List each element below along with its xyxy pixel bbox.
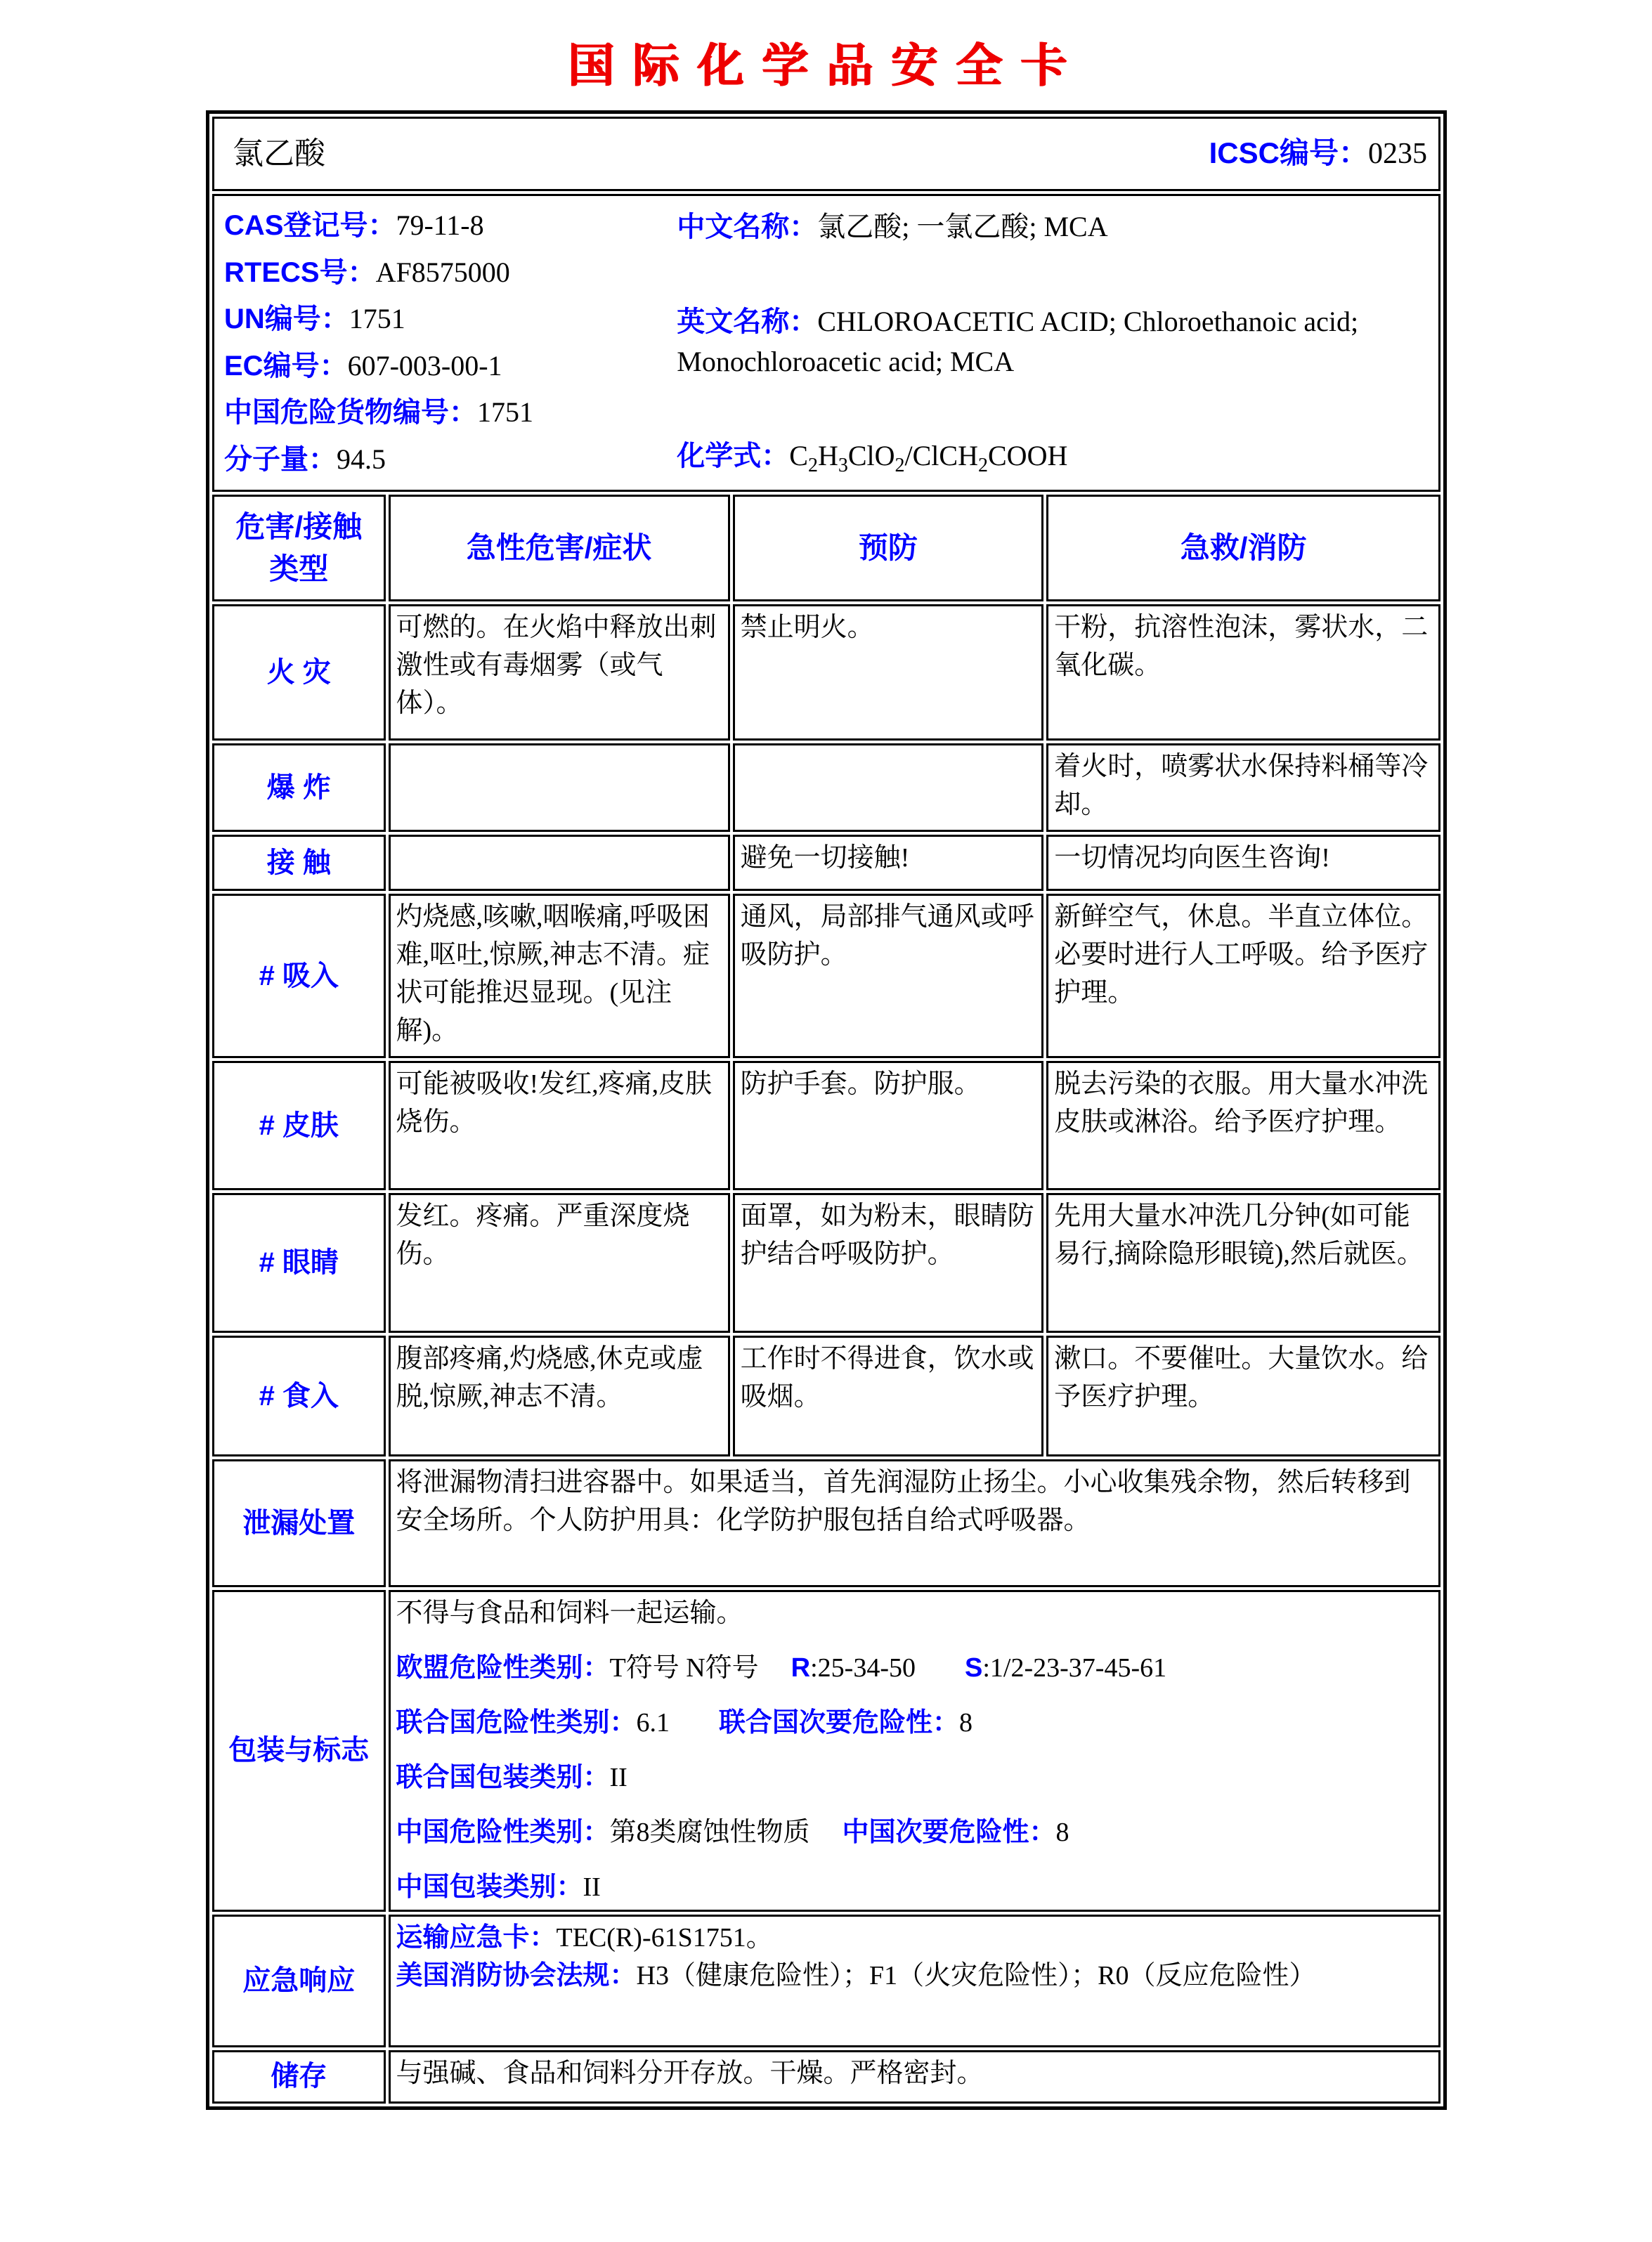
rtecs-number-line: RTECS号：AF8575000	[224, 256, 510, 288]
page-title: 国际化学品安全卡	[567, 39, 1085, 91]
identification-cell	[212, 194, 1440, 492]
header-acute-hazards: 急性危害/症状	[389, 495, 730, 601]
packaging-eu-class-line: 欧盟危险性类别：T符号 N符号 R:25-34-50 S:1/2-23-37-45-61	[396, 1653, 1167, 1683]
icsc-number-group	[1209, 132, 1427, 176]
section-row-packaging	[212, 1590, 1440, 1912]
fire-response: 干粉，抗溶性泡沫，雾状水，二氧化碳。	[1046, 604, 1440, 741]
row-label-contact: 接 触	[212, 835, 386, 891]
storage-text: 与强碱、食品和饲料分开存放。干燥。严格密封。	[389, 2050, 1441, 2104]
explosion-symptoms	[389, 743, 730, 832]
emergency-content	[389, 1915, 1441, 2047]
row-label-spillage: 泄漏处置	[212, 1459, 386, 1587]
packaging-transport-note: 不得与食品和饲料一起运输。	[396, 1598, 743, 1628]
emergency-tec-line: 运输应急卡：TEC(R)-61S1751。	[396, 1922, 773, 1953]
contact-prevention: 避免一切接触!	[733, 835, 1044, 891]
molecular-weight-line: 分子量：94.5	[224, 443, 386, 476]
icsc-number-label: ICSC编号：	[1209, 136, 1368, 170]
chinese-name-line: 中文名称：氯乙酸; 一氯乙酸; MCA	[677, 211, 1108, 242]
packaging-cn-class-line: 中国危险性类别：第8类腐蚀性物质 中国次要危险性：8	[396, 1817, 1069, 1847]
section-row-storage	[212, 2050, 1440, 2104]
row-label-skin: # 皮肤	[212, 1061, 386, 1190]
header-fire-aid: 急救/消防	[1046, 495, 1440, 601]
skin-symptoms: 可能被吸收!发红,疼痛,皮肤烧伤。	[389, 1061, 730, 1190]
ingestion-prevention: 工作时不得进食，饮水或吸烟。	[733, 1336, 1044, 1456]
hazard-row-skin	[212, 1061, 1440, 1190]
inhalation-prevention: 通风，局部排气通风或呼吸防护。	[733, 894, 1044, 1058]
chemical-formula-line: 化学式：$C_2H_3ClO_2/ClCH_2COOH$	[677, 440, 1068, 477]
identification-row	[212, 194, 1440, 492]
header-prevention: 预防	[733, 495, 1044, 601]
explosion-response: 着火时，喷雾状水保持料桶等冷却。	[1046, 743, 1440, 832]
icsc-number-value: 0235	[1368, 138, 1427, 171]
english-name-line: 英文名称：CHLOROACETIC ACID; Chloroethanoic acid; Monochloroacetic acid; MCA	[677, 305, 1359, 377]
china-dg-number-line: 中国危险货物编号：1751	[224, 396, 533, 429]
chemical-formula: $C_2H_3ClO_2/ClCH_2COOH$	[789, 440, 1068, 477]
header-hazard-type: 危害/接触 类型	[212, 495, 386, 601]
emergency-nfpa-line: 美国消防协会法规：H3（健康危险性）；F1（火灾危险性）；R0（反应危险性）	[396, 1960, 1316, 1990]
contact-response: 一切情况均向医生咨询!	[1046, 835, 1440, 891]
hazard-row-ingestion	[212, 1336, 1440, 1456]
fire-symptoms: 可燃的。在火焰中释放出刺激性或有毒烟雾（或气体）。	[389, 604, 730, 741]
hazard-row-explosion	[212, 743, 1440, 832]
packaging-cn-pack-line: 中国包装类别：II	[396, 1872, 601, 1902]
substance-band-cell	[212, 117, 1440, 191]
hazard-header-row	[212, 495, 1440, 601]
ingestion-symptoms: 腹部疼痛,灼烧感,休克或虚脱,惊厥,神志不清。	[389, 1336, 730, 1456]
row-label-emergency: 应急响应	[212, 1915, 386, 2047]
inhalation-symptoms: 灼烧感,咳嗽,咽喉痛,呼吸困难,呕吐,惊厥,神志不清。症状可能推迟显现。(见注解)。	[389, 894, 730, 1058]
substance-band-row	[212, 117, 1440, 191]
cas-number-line: CAS登记号：79-11-8	[224, 209, 484, 241]
identification-left-column	[224, 206, 677, 480]
explosion-prevention	[733, 743, 1044, 832]
hazard-row-fire	[212, 604, 1440, 741]
un-number-line: UN编号：1751	[224, 303, 405, 335]
eyes-symptoms: 发红。疼痛。严重深度烧伤。	[389, 1193, 730, 1333]
skin-prevention: 防护手套。防护服。	[733, 1061, 1044, 1190]
eyes-response: 先用大量水冲洗几分钟(如可能易行,摘除隐形眼镜),然后就医。	[1046, 1193, 1440, 1333]
row-label-explosion: 爆 炸	[212, 743, 386, 832]
identification-right-column	[677, 206, 1431, 480]
row-label-packaging: 包装与标志	[212, 1590, 386, 1912]
hazard-row-eyes	[212, 1193, 1440, 1333]
row-label-eyes: # 眼睛	[212, 1193, 386, 1333]
eyes-prevention: 面罩，如为粉末，眼睛防护结合呼吸防护。	[733, 1193, 1044, 1333]
packaging-un-class-line: 联合国危险性类别：6.1 联合国次要危险性：8	[396, 1707, 973, 1738]
inhalation-response: 新鲜空气，休息。半直立体位。必要时进行人工呼吸。给予医疗护理。	[1046, 894, 1440, 1058]
spillage-text: 将泄漏物清扫进容器中。如果适当，首先润湿防止扬尘。小心收集残余物，然后转移到安全场所。个人防护用具：化学防护服包括自给式呼吸器。	[389, 1459, 1441, 1587]
packaging-un-pack-line: 联合国包装类别：II	[396, 1762, 627, 1792]
section-row-emergency	[212, 1915, 1440, 2047]
section-row-spillage	[212, 1459, 1440, 1587]
skin-response: 脱去污染的衣服。用大量水冲洗皮肤或淋浴。给予医疗护理。	[1046, 1061, 1440, 1190]
hazard-row-inhalation	[212, 894, 1440, 1058]
row-label-storage: 储存	[212, 2050, 386, 2104]
ingestion-response: 漱口。不要催吐。大量饮水。给予医疗护理。	[1046, 1336, 1440, 1456]
hazard-row-contact	[212, 835, 1440, 891]
contact-symptoms	[389, 835, 730, 891]
row-label-ingestion: # 食入	[212, 1336, 386, 1456]
fire-prevention: 禁止明火。	[733, 604, 1044, 741]
row-label-fire: 火 灾	[212, 604, 386, 741]
packaging-content	[389, 1590, 1441, 1912]
substance-name: 氯乙酸	[233, 136, 325, 171]
row-label-inhalation: # 吸入	[212, 894, 386, 1058]
safety-card-table	[206, 110, 1447, 2110]
ec-number-line: EC编号：607-003-00-1	[224, 349, 502, 382]
